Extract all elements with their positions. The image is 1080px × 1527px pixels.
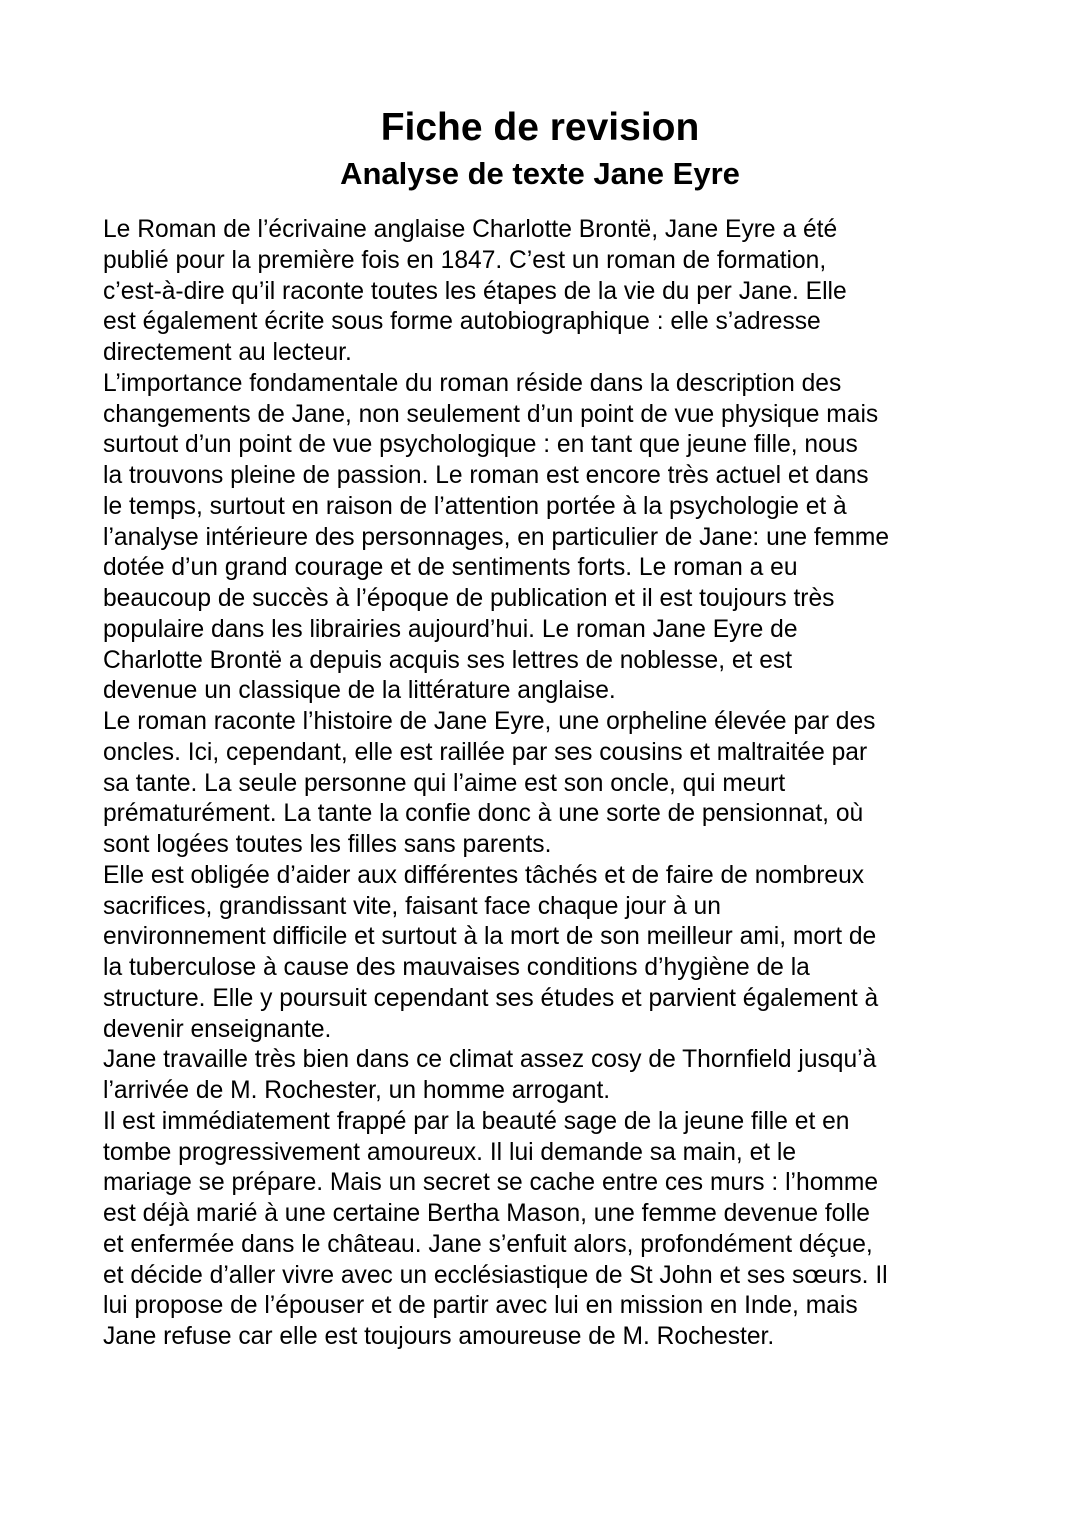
- text-line: surtout d’un point de vue psychologique : en tant que jeune fille, nous: [103, 431, 858, 459]
- text-line: structure. Elle y poursuit cependant ses études et parvient également à: [103, 984, 879, 1012]
- text-line: est également écrite sous forme autobiographique : elle s’adresse: [103, 308, 821, 336]
- text-line: oncles. Ici, cependant, elle est raillée par ses cousins et maltraitée par: [103, 738, 868, 766]
- text-line: Jane refuse car elle est toujours amoureuse de M. Rochester.: [103, 1323, 775, 1350]
- text-line: publié pour la première fois en 1847. C’est un roman de formation,: [103, 246, 827, 274]
- text-line: dotée d’un grand courage et de sentiments forts. Le roman a eu: [103, 554, 798, 582]
- page-subtitle: Analyse de texte Jane Eyre: [340, 156, 740, 191]
- page-title: Fiche de revision: [380, 106, 700, 149]
- text-line: Le roman raconte l’histoire de Jane Eyre, une orpheline élevée par des: [103, 708, 876, 735]
- text-line: la tuberculose à cause des mauvaises conditions d’hygiène de la: [103, 954, 810, 981]
- text-line: Il est immédiatement frappé par la beauté sage de la jeune fille et en: [103, 1107, 850, 1135]
- text-line: et enfermée dans le château. Jane s’enfuit alors, profondément déçue,: [103, 1230, 873, 1258]
- text-line: L’importance fondamentale du roman réside dans la description des: [103, 369, 842, 397]
- text-line: sa tante. La seule personne qui l’aime est son oncle, qui meurt: [103, 769, 786, 797]
- text-line: populaire dans les librairies aujourd’hui. Le roman Jane Eyre de: [103, 615, 798, 643]
- text-line: beaucoup de succès à l’époque de publication et il est toujours très: [103, 585, 835, 612]
- text-line: est déjà marié à une certaine Bertha Mason, une femme devenue folle: [103, 1200, 870, 1227]
- text-line: et décide d’aller vivre avec un ecclésiastique de St John et ses sœurs. Il: [103, 1261, 888, 1289]
- text-line: c’est-à-dire qu’il raconte toutes les étapes de la vie du per Jane. Elle: [103, 277, 847, 305]
- text-line: Le Roman de l’écrivaine anglaise Charlotte Brontë, Jane Eyre a été: [103, 216, 838, 243]
- text-line: devenir enseignante.: [103, 1015, 332, 1043]
- text-line: le temps, surtout en raison de l’attention portée à la psychologie et à: [103, 492, 847, 520]
- text-line: Jane travaille très bien dans ce climat assez cosy de Thornfield jusqu’à: [103, 1046, 877, 1074]
- text-line: prématurément. La tante la confie donc à une sorte de pensionnat, où: [103, 800, 864, 828]
- text-line: sacrifices, grandissant vite, faisant face chaque jour à un: [103, 892, 721, 920]
- text-line: lui propose de l’épouser et de partir avec lui en mission en Inde, mais: [103, 1292, 858, 1320]
- text-line: la trouvons pleine de passion. Le roman est encore très actuel et dans: [103, 462, 869, 489]
- text-line: mariage se prépare. Mais un secret se cache entre ces murs : l’homme: [103, 1169, 879, 1197]
- text-line: Elle est obligée d’aider aux différentes tâchés et de faire de nombreux: [103, 861, 865, 889]
- text-line: directement au lecteur.: [103, 339, 352, 366]
- text-line: l’arrivée de M. Rochester, un homme arrogant.: [103, 1077, 611, 1104]
- text-line: Charlotte Brontë a depuis acquis ses lettres de noblesse, et est: [103, 646, 793, 674]
- text-line: tombe progressivement amoureux. Il lui demande sa main, et le: [103, 1138, 797, 1166]
- body-text: [103, 215, 983, 1353]
- text-line: environnement difficile et surtout à la mort de son meilleur ami, mort de: [103, 923, 877, 951]
- text-line: changements de Jane, non seulement d’un point de vue physique mais: [103, 400, 879, 428]
- text-line: devenue un classique de la littérature anglaise.: [103, 677, 616, 705]
- text-line: l’analyse intérieure des personnages, en particulier de Jane: une femme: [103, 523, 890, 551]
- text-line: sont logées toutes les filles sans parents.: [103, 831, 552, 858]
